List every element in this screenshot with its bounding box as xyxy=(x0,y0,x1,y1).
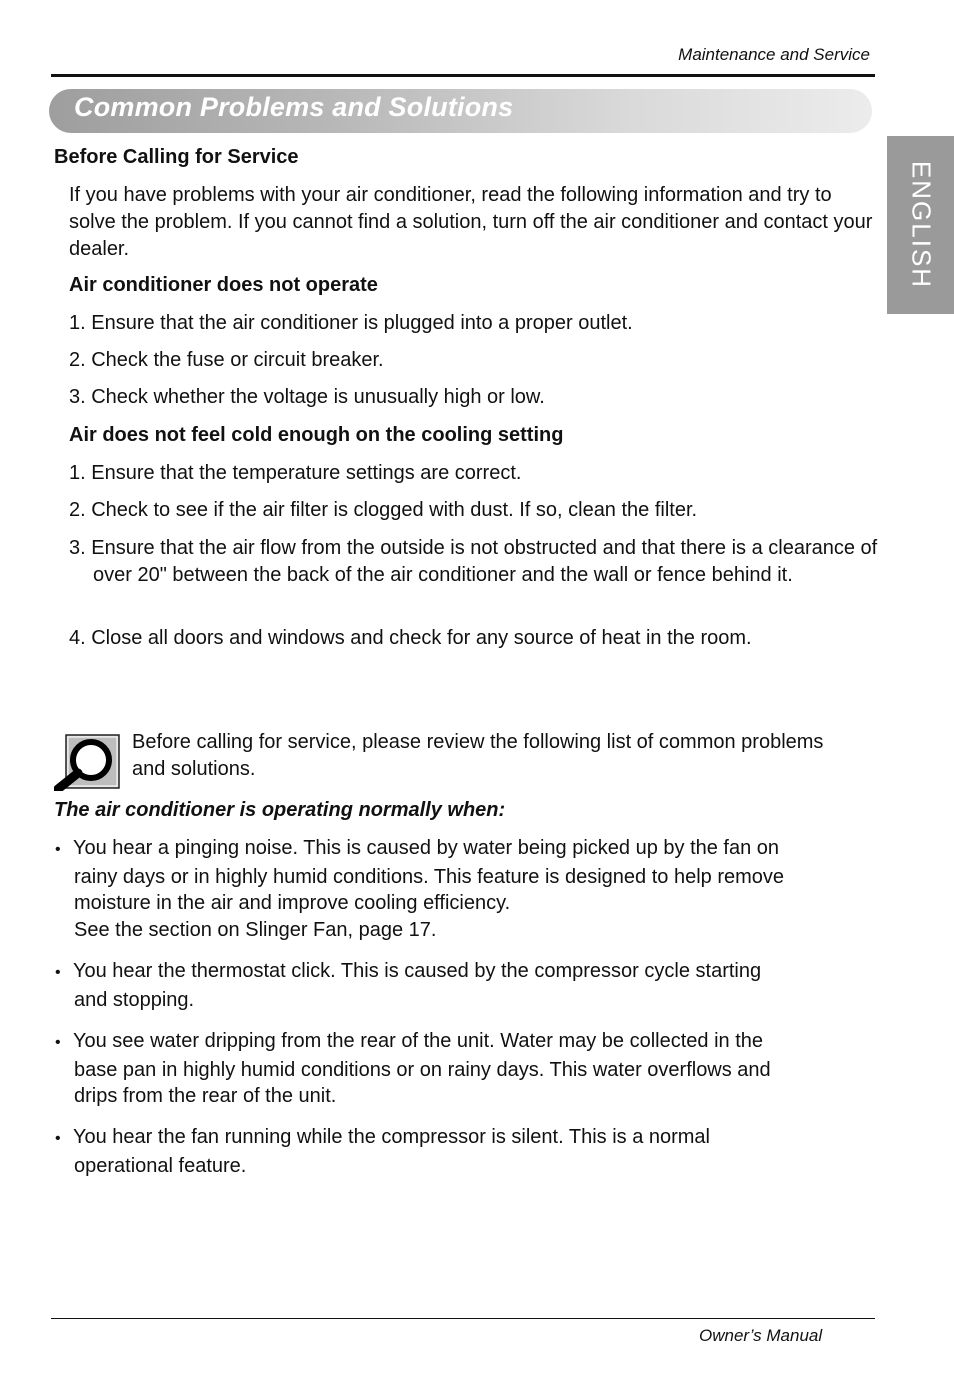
section-heading: Before Calling for Service xyxy=(54,146,299,168)
bullet-icon: • xyxy=(55,1130,61,1147)
list-item: 4. Close all doors and windows and check for any source of heat in the room. xyxy=(69,627,752,649)
language-tab-label: ENGLISH xyxy=(906,160,936,290)
list-item: 2. Check to see if the air filter is clogged with dust. If so, clean the filter. xyxy=(69,499,698,521)
page-title: Common Problems and Solutions xyxy=(74,92,514,122)
group-heading: Air conditioner does not operate xyxy=(69,274,378,296)
bullet-item: • You hear the fan running while the compressor is silent. This is a normal operational feature. xyxy=(55,1126,711,1177)
list-item: 2. Check the fuse or circuit breaker. xyxy=(69,349,384,371)
language-tab xyxy=(887,136,954,314)
list-item: 1. Ensure that the air conditioner is plugged into a proper outlet. xyxy=(69,312,633,334)
list-item: 1. Ensure that the temperature settings are correct. xyxy=(69,462,522,484)
bullet-item: • You hear a pinging noise. This is caused by water being picked up by the fan on rainy days or in highly humid conditions. This feature is designed to help remove moisture in the air and improve cooling efficiency. See the section on Slinger Fan, page 17. xyxy=(55,837,785,941)
list-item: 3. Check whether the voltage is unusually high or low. xyxy=(69,386,545,408)
footer-label: Owner’s Manual xyxy=(699,1326,823,1345)
group-heading: Air does not feel cold enough on the cooling setting xyxy=(69,424,564,446)
bullet-icon: • xyxy=(55,964,61,981)
note-text: Before calling for service, please review the following list of common problems and solutions. xyxy=(132,731,824,780)
header-rule xyxy=(51,74,875,77)
magnifier-icon xyxy=(54,733,120,791)
running-header: Maintenance and Service xyxy=(678,45,870,64)
bullet-icon: • xyxy=(55,841,61,858)
list-item: 3. Ensure that the air flow from the outside is not obstructed and that there is a clearance of over 20" between the back of the air conditioner and the wall or fence behind it. xyxy=(69,537,878,586)
intro-paragraph: If you have problems with your air conditioner, read the following information and try to solve the problem. If you cannot find a solution, turn off the air conditioner and contact your dealer. xyxy=(69,184,873,260)
bullet-item: • You see water dripping from the rear of the unit. Water may be collected in the base pan in highly humid conditions or on rainy days. This water overflows and drips from the rear of the unit. xyxy=(55,1030,771,1107)
bullet-icon: • xyxy=(55,1034,61,1051)
footer-rule xyxy=(51,1318,875,1319)
normal-operation-heading: The air conditioner is operating normally when: xyxy=(54,799,506,821)
bullet-item: • You hear the thermostat click. This is caused by the compressor cycle starting and stopping. xyxy=(55,960,762,1011)
